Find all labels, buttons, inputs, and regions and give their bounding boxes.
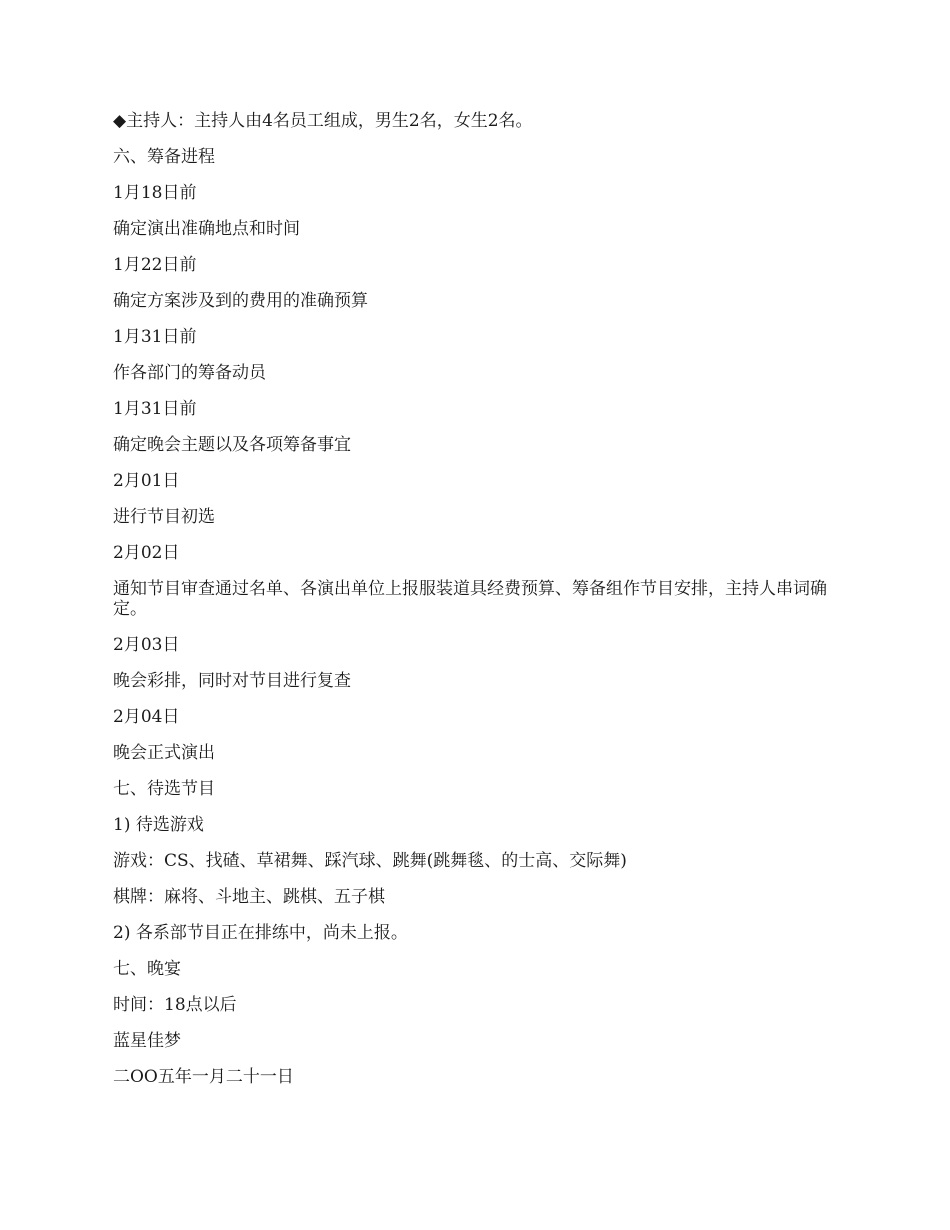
schedule-task: 确定演出准确地点和时间 — [113, 219, 300, 239]
schedule-task: 作各部门的筹备动员 — [113, 363, 266, 383]
schedule-date: 2月04日 — [113, 707, 180, 727]
schedule-date: 2月02日 — [113, 543, 180, 563]
section-heading-programs: 七、待选节目 — [113, 779, 215, 799]
schedule-date: 1月18日前 — [113, 183, 197, 203]
schedule-date: 2月03日 — [113, 635, 180, 655]
host-info: ◆主持人：主持人由4名员工组成，男生2名，女生2名。 — [113, 111, 533, 131]
signature-organization: 蓝星佳梦 — [113, 1031, 181, 1051]
section-heading-dinner: 七、晚宴 — [113, 959, 181, 979]
dinner-time: 时间：18点以后 — [113, 995, 237, 1015]
section-heading-preparation: 六、筹备进程 — [113, 147, 215, 167]
schedule-task: 进行节目初选 — [113, 507, 215, 527]
schedule-task: 确定晚会主题以及各项筹备事宜 — [113, 435, 351, 455]
program-subheading: 2) 各系部节目正在排练中，尚未上报。 — [113, 923, 408, 943]
program-games: 游戏：CS、找碴、草裙舞、踩汽球、跳舞(跳舞毯、的士高、交际舞) — [113, 851, 627, 871]
signature-date: 二OO五年一月二十一日 — [113, 1067, 294, 1087]
schedule-date: 1月31日前 — [113, 327, 197, 347]
schedule-task: 通知节目审查通过名单、各演出单位上报服装道具经费预算、筹备组作节目安排，主持人串词确定。 — [113, 579, 827, 619]
schedule-task: 确定方案涉及到的费用的准确预算 — [113, 291, 368, 311]
schedule-date: 2月01日 — [113, 471, 180, 491]
schedule-task: 晚会正式演出 — [113, 743, 215, 763]
program-board-games: 棋牌：麻将、斗地主、跳棋、五子棋 — [113, 887, 385, 907]
document-body — [113, 111, 843, 1103]
schedule-task: 晚会彩排，同时对节目进行复查 — [113, 671, 351, 691]
schedule-date: 1月31日前 — [113, 399, 197, 419]
schedule-date: 1月22日前 — [113, 255, 197, 275]
program-subheading: 1) 待选游戏 — [113, 815, 204, 835]
